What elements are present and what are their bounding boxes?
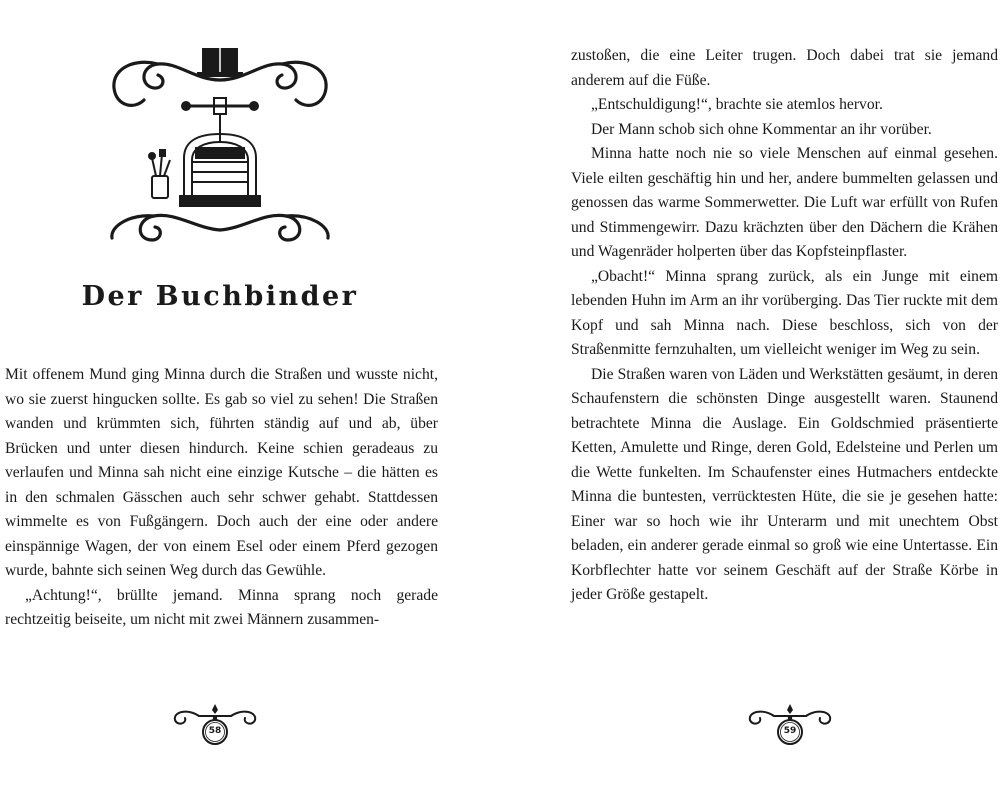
- paragraph: „Achtung!“, brüllte jemand. Minna sprang noch gerade rechtzeitig beiseite, um nicht mit zwei Männern zusammen-: [5, 586, 438, 628]
- left-page: [0, 0, 440, 800]
- paragraph: Die Straßen waren von Läden und Werkstätten gesäumt, in deren Schaufenstern die schönsten Dinge ausgestellt waren. Staunend betrachtete Minna die Auslage. Ein Goldschmied präsentierte Ketten, Amulette und Ringe, deren Gold, Edelsteine und Perlen um die Wette funkelten. Im Schaufenster eines Hutmachers entdeckte Minna die buntesten, verrücktesten Hüte, die sie je gesehen hatte: Einer war so hoch wie ihr Unterarm und mit unechtem Obst beladen, ein anderer gerade einmal so groß wie eine Untertasse. Ein Korbflechter hatte vor seinem Geschäft auf der Straße Körbe in jeder Größe gestapelt.: [571, 365, 998, 603]
- paragraph: zustoßen, die eine Leiter trugen. Doch dabei trat sie jemand anderem auf die Füße.: [571, 47, 998, 89]
- bookbinding-press-icon: [100, 40, 340, 255]
- page-number: 59: [783, 726, 797, 736]
- paragraph: „Entschuldigung!“, brachte sie atemlos hervor.: [591, 96, 883, 113]
- left-page-text: [5, 363, 438, 633]
- page-number-ornament: [165, 700, 265, 750]
- paragraph: Mit offenem Mund ging Minna durch die Straßen und wusste nicht, wo sie zuerst hingucken sollte. Es gab so viel zu sehen! Die Straßen wanden und krümmten sich, führten ständig auf und ab, über Brücken und unter diesen hindurch. Keine schien geradeaus zu verlaufen und Minna sah nicht eine einzige Kutsche – die hätten es in den schmalen Gässchen auch sehr schwer gehabt. Stattdessen wimmelte es von Fußgängern. Doch auch der eine oder andere einspännige Wagen, der von einem Esel oder einem Pferd gezogen wurde, bahnte sich seinen Weg durch das Gewühle.: [5, 366, 438, 579]
- paragraph: „Obacht!“ Minna sprang zurück, als ein Junge mit einem lebenden Huhn im Arm an ihr vorüberging. Das Tier ruckte mit dem Kopf und sah Minna nach. Diese beschloss, sich von der Straßenmitte fernzuhalten, um vielleicht weniger im Weg zu sein.: [571, 267, 998, 358]
- page-number-ornament: [740, 700, 840, 750]
- right-page-text: [571, 44, 998, 608]
- scroll-ornament-icon: [165, 700, 265, 750]
- chapter-title: Der Buchbinder: [81, 281, 359, 312]
- paragraph: Minna hatte noch nie so viele Menschen auf einmal gesehen. Viele eilten geschäftig hin und her, andere bummelten gelassen und genossen das warme Sommerwetter. Die Luft war erfüllt von Rufen und Stimmengewirr. Dazu krächzten über den Dächern die Krähen und Wagenräder holperten über das Kopfsteinpflaster.: [571, 145, 998, 260]
- page-number: 58: [208, 726, 222, 736]
- scroll-ornament-icon: [740, 700, 840, 750]
- paragraph: Der Mann schob sich ohne Kommentar an ihr vorüber.: [591, 120, 932, 138]
